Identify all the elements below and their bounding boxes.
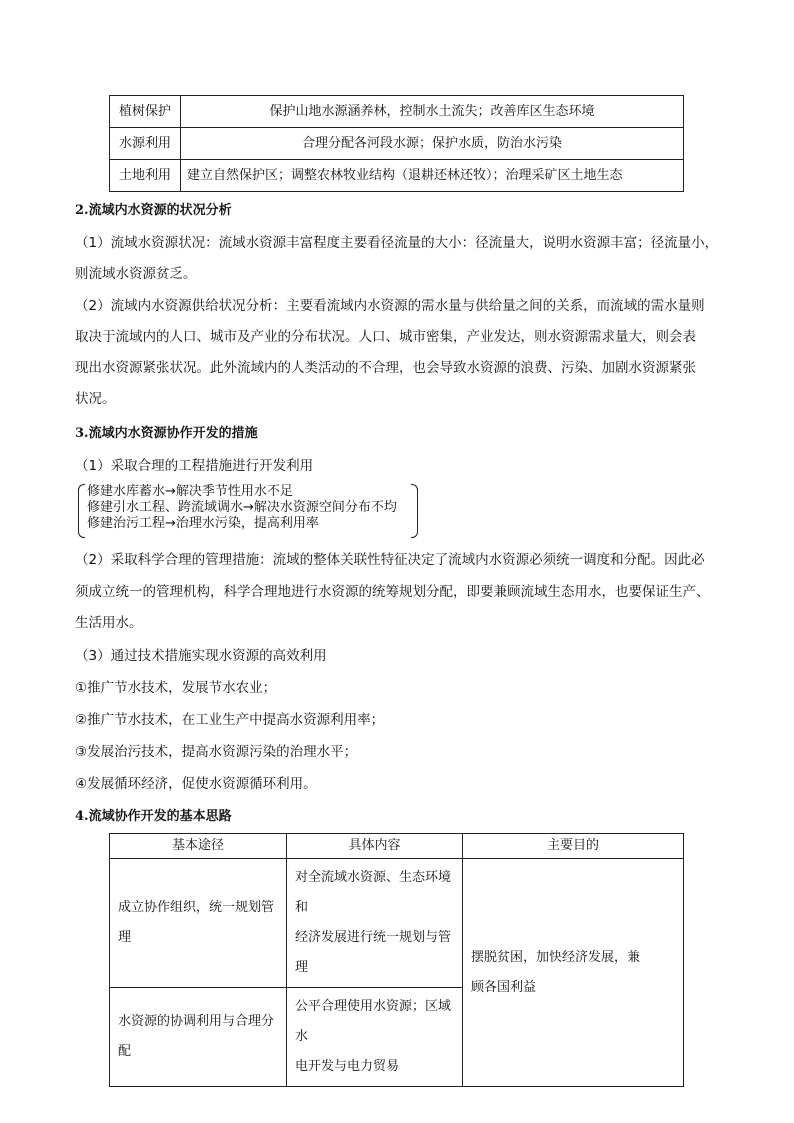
table-row [110,859,684,988]
row-content: 保护山地水源涵养林，控制水土流失；改善库区生态环境 [181,96,684,128]
paragraph-line: （1）流域水资源状况：流域水资源丰富程度主要看径流量的大小：径流量大，说明水资源丰富；径流量小， [75,235,719,251]
paragraph-line: 须成立统一的管理机构，科学合理地进行水资源的统筹规划分配，即要兼顾流域生态用水，也要保证生产、 [75,584,710,600]
cell-line: 配 [118,1044,132,1059]
paragraph-line: 生活用水。 [75,615,143,631]
row-content: 建立自然保护区；调整农林牧业结构（退耕还林还牧）；治理采矿区土地生态 [181,160,684,192]
table-row [110,96,684,128]
engineering-measures-brace [78,482,418,540]
right-brace [411,484,418,538]
paragraph-line: （2）采取科学合理的管理措施：流域的整体关联性特征决定了流域内水资源必须统一调度和分配。因此必 [75,552,705,568]
cell-line: 电开发与电力贸易 [295,1059,400,1074]
row-label: 土地利用 [110,160,181,192]
cell-line: 理 [295,960,309,975]
list-item: ④发展循环经济，促使水资源循环利用。 [75,776,317,792]
section-4-title: 4.流域协作开发的基本思路 [75,809,232,824]
brace-line: 修建引水工程、跨流域调水→解决水资源空间分布不均 [87,500,397,515]
paragraph-line: 状况。 [75,391,116,407]
paragraph-line: （2）流域内水资源供给状况分析：主要看流域内水资源的需水量与供给量之间的关系，而流域的需水量则 [75,298,705,314]
list-item: ②推广节水技术，在工业生产中提高水资源利用率； [75,712,385,728]
brace-line: 修建水库蓄水→解决季节性用水不足 [87,484,293,499]
cell-line: 公平合理使用水资源；区域水 [295,999,452,1044]
cell-line: 顾各国利益 [471,979,537,995]
paragraph-line: 取决于流域内的人口、城市及产业的分布状况。人口、城市密集，产业发达，则水资源需求量大，则会表 [75,329,696,345]
cooperation-table [109,833,684,1087]
cell-line: 对全流域水资源、生态环境和 [295,870,452,915]
section-2-title: 2.流域内水资源的状况分析 [75,203,232,218]
cell-line: 经济发展进行统一规划与管 [295,930,452,945]
section-3-title: 3.流域内水资源协作开发的措施 [75,426,258,441]
subheading: （1）采取合理的工程措施进行开发利用 [75,458,314,474]
table-header-row [110,834,684,859]
left-brace [78,484,85,538]
brace-line: 修建治污工程→治理水污染，提高利用率 [87,516,319,531]
paragraph-line: 则流域水资源贫乏。 [75,266,197,282]
table-row [110,128,684,160]
row-content: 合理分配各河段水源；保护水质，防治水污染 [181,128,684,160]
path-cell [110,988,287,1087]
row-label: 水源利用 [110,128,181,160]
paragraph-line: 现出水资源紧张状况。此外流域内的人类活动的不合理，也会导致水资源的浪费、污染、加剧水资源紧张 [75,360,696,376]
column-header: 具体内容 [287,834,463,859]
purpose-cell [463,859,684,1087]
cell-line: 摆脱贫困，加快经济发展，兼 [471,949,641,965]
column-header: 主要目的 [463,834,684,859]
subheading: （3）通过技术措施实现水资源的高效利用 [75,648,327,664]
column-header: 基本途径 [110,834,287,859]
table-row [110,160,684,192]
content-cell [287,988,463,1087]
cell-line: 水资源的协调利用与合理分 [118,1014,275,1029]
measures-table [109,95,684,192]
content-cell [287,859,463,988]
path-cell: 成立协作组织，统一规划管理 [110,859,287,988]
row-label: 植树保护 [110,96,181,128]
list-item: ①推广节水技术，发展节水农业； [75,680,277,696]
list-item: ③发展治污技术，提高水资源污染的治理水平； [75,744,358,760]
